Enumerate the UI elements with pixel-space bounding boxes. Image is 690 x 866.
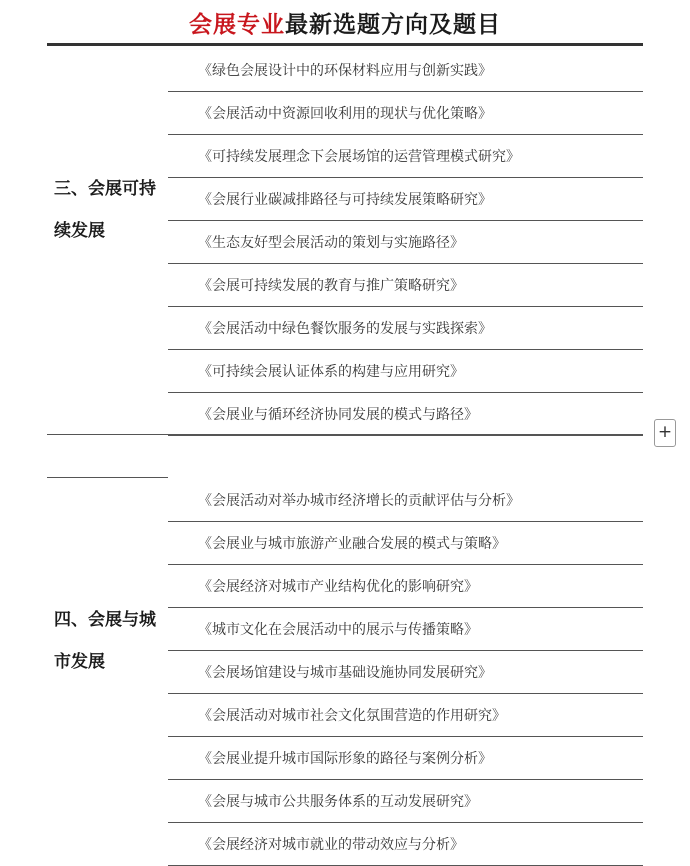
topic-row [168,779,643,823]
section-divider [47,477,168,478]
topic-row [168,263,643,307]
topic-title: 《可持续会展认证体系的构建与应用研究》 [198,364,464,380]
topic-title: 《会展经济对城市产业结构优化的影响研究》 [198,579,478,595]
topic-row [168,177,643,221]
topic-title: 《会展与城市公共服务体系的互动发展研究》 [198,794,478,810]
topic-title: 《会展行业碳减排路径与可持续发展策略研究》 [198,192,492,208]
topic-title: 《会展活动对举办城市经济增长的贡献评估与分析》 [198,493,520,509]
topic-title: 《会展活动中资源回收利用的现状与优化策略》 [198,106,492,122]
topic-title: 《会展业提升城市国际形象的路径与案例分析》 [198,751,492,767]
topic-row [168,134,643,178]
topic-row [168,607,643,651]
section-divider [168,434,643,435]
title-divider [47,43,643,46]
topic-row [168,822,643,866]
topic-title: 《城市文化在会展活动中的展示与传播策略》 [198,622,478,638]
section-divider [47,434,168,435]
topic-title: 《会展经济对城市就业的带动效应与分析》 [198,837,464,853]
topic-title: 《会展业与循环经济协同发展的模式与路径》 [198,407,478,423]
topic-title: 《会展场馆建设与城市基础设施协同发展研究》 [198,665,492,681]
topic-row [168,564,643,608]
add-button[interactable]: + [654,419,676,447]
topic-title: 《会展业与城市旅游产业融合发展的模式与策略》 [198,536,506,552]
topic-row [168,349,643,393]
topic-row [168,220,643,264]
title-accent: 会展专业 [189,11,285,38]
topic-row [168,521,643,565]
topic-title: 《会展可持续发展的教育与推广策略研究》 [198,278,464,294]
topic-row [168,736,643,780]
topic-title: 《可持续发展理念下会展场馆的运营管理模式研究》 [198,149,520,165]
title-rest: 最新选题方向及题目 [285,11,501,38]
topic-title: 《生态友好型会展活动的策划与实施路径》 [198,235,464,251]
topic-title: 《绿色会展设计中的环保材料应用与创新实践》 [198,63,492,79]
topic-row [168,306,643,350]
topic-row [168,693,643,737]
section-label: 四、会展与城市发展 [54,610,156,672]
topic-row [168,650,643,694]
section-label: 三、会展可持续发展 [54,179,156,241]
topic-row [168,392,643,436]
topic-row [168,48,643,92]
page-title [0,6,690,39]
topic-title: 《会展活动中绿色餐饮服务的发展与实践探索》 [198,321,492,337]
topic-row [168,91,643,135]
topic-row [168,478,643,522]
topic-title: 《会展活动对城市社会文化氛围营造的作用研究》 [198,708,506,724]
